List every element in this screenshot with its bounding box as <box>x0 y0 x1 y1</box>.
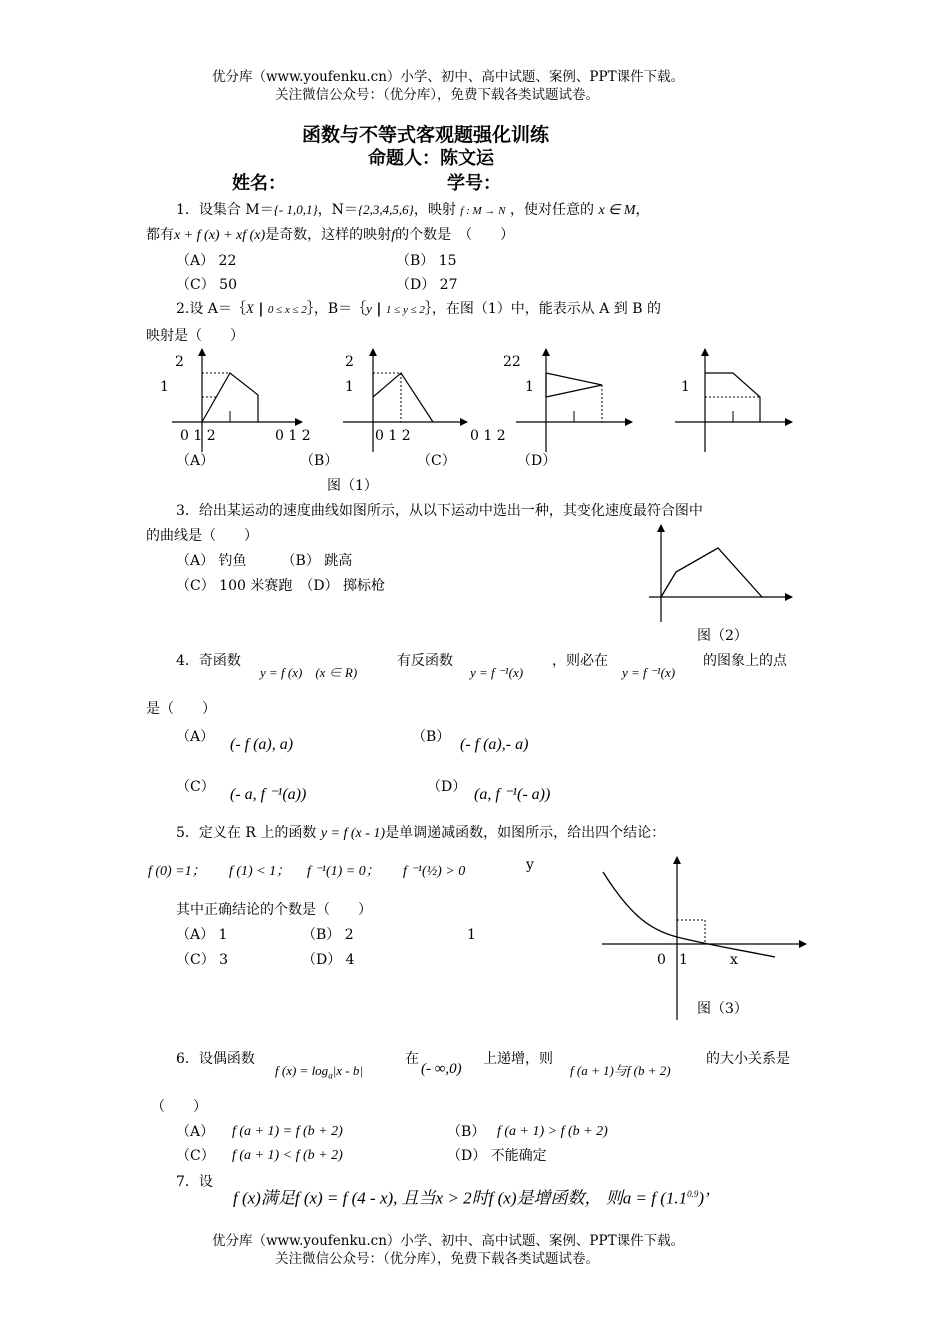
question-5-option-a: （A） 1 <box>176 927 228 943</box>
question-7-body: f (x)满足f (x) = f (4 - x), 且当x > 2时f (x)是增函数， 则a = f $(1.1^{0.9})$’ <box>233 1188 710 1208</box>
graph-2-label-2: 2 <box>345 354 354 370</box>
figure-2-caption: 图（2） <box>697 628 748 644</box>
graph-label-b: （B） <box>300 453 339 469</box>
question-4-option-c: (- a, f ⁻¹(a)) <box>230 786 307 803</box>
question-7-a: 7．设 <box>176 1174 213 1190</box>
question-1-option-d: （D） 27 <box>396 277 458 293</box>
name-label: 姓名： <box>232 173 286 194</box>
graph-2-x-ticks: 0 1 2 <box>275 428 311 444</box>
figure-2-graph <box>649 525 792 622</box>
question-4-func: y = f (x) (x ∈ R) <box>260 665 358 680</box>
question-4-inverse-1: y = f ⁻¹(x) <box>470 665 524 680</box>
question-6-option-c-label: （C） <box>176 1148 215 1164</box>
question-6-d: 的大小关系是 <box>706 1051 790 1067</box>
question-6-compare: f (a + 1)与f (b + 2) <box>570 1063 671 1078</box>
question-5-line-3: 其中正确结论的个数是（ ） <box>176 902 372 918</box>
graph-label-d: （D） <box>517 453 557 469</box>
question-4-option-a: (- f (a), a) <box>230 736 294 753</box>
graph-1-x-ticks: 0 1 2 <box>180 428 216 444</box>
question-4-option-c-label: （C） <box>176 779 215 795</box>
graph-a <box>172 349 302 452</box>
question-5-option-d: （D） 4 <box>302 952 355 968</box>
question-6-option-d: （D） 不能确定 <box>447 1148 547 1164</box>
graph-2-label-1: 1 <box>345 379 354 395</box>
graph-1-label-1: 1 <box>160 379 169 395</box>
question-1-option-b: （B） 15 <box>396 253 457 269</box>
page-title: 函数与不等式客观题强化训练 <box>302 124 550 146</box>
student-id-label: 学号： <box>447 173 501 194</box>
graph-c <box>516 349 632 452</box>
graph-3-label-22: 22 <box>503 354 521 370</box>
question-1-option-c: （C） 50 <box>176 277 237 293</box>
question-5-option-c: （C） 3 <box>176 952 229 968</box>
figure-1-caption: 图（1） <box>327 478 378 494</box>
question-4-option-d: (a, f ⁻¹(- a)) <box>474 786 551 803</box>
figure-3-one: 1 <box>679 952 688 968</box>
footer-line-2: 关注微信公众号：（优分库），免费下载各类试题试卷。 <box>275 1251 599 1267</box>
figure-3-origin: 0 <box>657 952 666 968</box>
graph-3-label-1: 1 <box>525 379 534 395</box>
figure-3-tick-1: 1 <box>467 927 476 943</box>
graph-1-label-2: 2 <box>175 354 184 370</box>
question-6-func: f $(x) = \log_a|x - b|$ <box>275 1063 363 1081</box>
question-1-line-1: 1．设集合 M＝{- 1,0,1}，N＝{2,3,4,5,6}，映射 f : M → N ，使对任意的 x ∈ M， <box>176 202 650 218</box>
question-6-c: 上递增，则 <box>483 1051 553 1067</box>
question-6-option-c: f (a + 1) < f (b + 2) <box>232 1148 343 1163</box>
question-2-line-1: 2.设 A＝｛X | 0 ≤ x ≤ 2｝，B＝｛y | 1 ≤ y ≤ 2｝，在图（1）中，能表示从 A 到 B 的 <box>176 301 661 317</box>
graph-d <box>675 349 792 452</box>
graph-4-x-ticks: 0 1 2 <box>470 428 506 444</box>
question-4-b: 有反函数 <box>397 653 453 669</box>
question-4-a: 4．奇函数 <box>176 653 241 669</box>
question-6-option-b-label: （B） <box>447 1124 486 1140</box>
author-line: 命题人：陈文运 <box>368 148 494 169</box>
graph-label-a: （A） <box>176 453 215 469</box>
question-1-line-2: 都有x + f (x) + xf (x)是奇数，这样的映射f的个数是 （ ） <box>146 227 515 243</box>
question-5-line-1: 5．定义在 R 上的函数 y = f (x - 1)是单调递减函数，如图所示，给出四个结论： <box>176 825 666 841</box>
conclusion-2: f (1) < 1； <box>229 864 291 879</box>
question-3-line-2: 的曲线是（ ） <box>146 528 258 544</box>
graph-label-c: （C） <box>417 453 456 469</box>
question-4-inverse-2: y = f ⁻¹(x) <box>622 665 676 680</box>
figure-3-caption: 图（3） <box>697 1001 748 1017</box>
conclusion-1: f (0) =1； <box>148 864 206 879</box>
question-6-line-2: （ ） <box>151 1099 207 1115</box>
header-line-2: 关注微信公众号：（优分库），免费下载各类试题试卷。 <box>275 87 599 103</box>
question-4-line-2: 是（ ） <box>146 701 216 717</box>
graph-4-label-1: 1 <box>681 379 690 395</box>
conclusion-4: f ⁻¹(½) > 0 <box>403 864 466 879</box>
question-6-option-b: f (a + 1) > f (b + 2) <box>497 1124 608 1139</box>
question-6-b: 在 <box>405 1051 419 1067</box>
question-4-c: ，则必在 <box>552 653 608 669</box>
conclusion-3: f ⁻¹(1) = 0； <box>307 864 380 879</box>
question-6-a: 6．设偶函数 <box>176 1051 255 1067</box>
question-3-options-1: （A） 钓鱼 （B） 跳高 <box>176 553 353 569</box>
header-line-1: 优分库（www.youfenku.cn）小学、初中、高中试题、案例、PPT课件下载。 <box>212 69 685 85</box>
question-6-interval: (- ∞,0) <box>421 1061 462 1077</box>
question-6-option-a: f (a + 1) = f (b + 2) <box>232 1124 343 1139</box>
graph-3-x-ticks: 0 1 2 <box>375 428 411 444</box>
question-1-option-a: （A） 22 <box>176 253 237 269</box>
question-4-option-b-label: （B） <box>412 729 451 745</box>
question-6-option-a-label: （A） <box>176 1124 215 1140</box>
question-4-option-b: (- f (a),- a) <box>460 736 529 753</box>
footer-line-1: 优分库（www.youfenku.cn）小学、初中、高中试题、案例、PPT课件下载。 <box>212 1233 685 1249</box>
figure-3-y-label: y <box>526 857 534 873</box>
question-3-options-2: （C） 100 米赛跑 （D） 掷标枪 <box>176 578 386 594</box>
figure-3-x-label: x <box>730 952 738 968</box>
question-4-d: 的图象上的点 <box>703 653 787 669</box>
question-3-line-1: 3．给出某运动的速度曲线如图所示，从以下运动中选出一种，其变化速度最符合图中 <box>176 503 703 519</box>
figure-3-graph <box>602 857 806 1020</box>
question-4-option-a-label: （A） <box>176 729 215 745</box>
graph-b <box>343 349 467 452</box>
question-2-line-2: 映射是（ ） <box>146 328 244 344</box>
question-5-option-b: （B） 2 <box>302 927 354 943</box>
question-4-option-d-label: （D） <box>427 779 467 795</box>
